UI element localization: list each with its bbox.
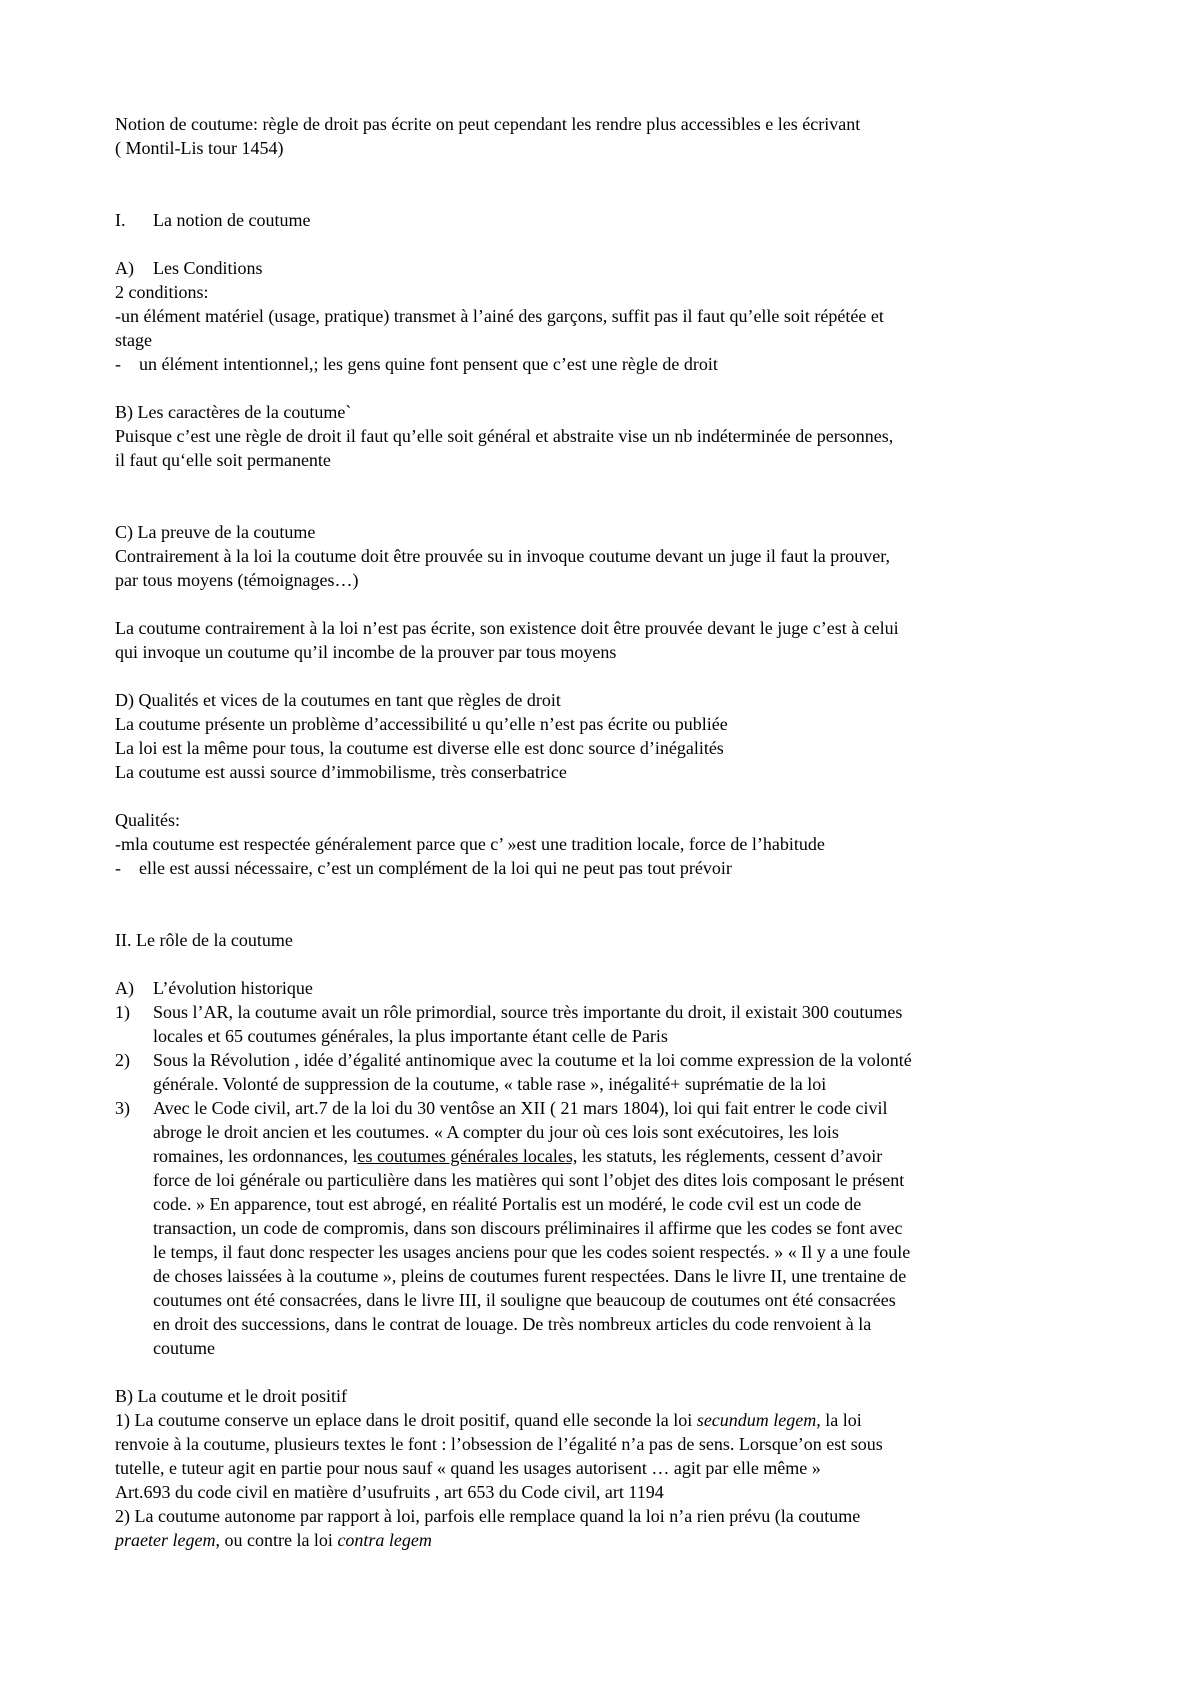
subheading-text: L’évolution historique [153, 978, 313, 998]
item-line: abroge le droit ancien et les coutumes. « A compter du jour où ces lois sont exécutoires, les lois [153, 1122, 839, 1142]
text-line: -mla coutume est respectée généralement parce que c’ »est une tradition locale, force de l’habitude [115, 834, 825, 854]
item-line: coutume [153, 1338, 215, 1358]
numbered-item [115, 1000, 1095, 1048]
item-line: code. » En apparence, tout est abrogé, en réalité Portalis est un modéré, le code cvil est un code de [153, 1194, 862, 1214]
italic-term: secundum legem, [696, 1410, 821, 1430]
subheading-b: B) Les caractères de la coutume` [115, 402, 352, 422]
subheading-number: A) [115, 258, 134, 278]
item-line [153, 1144, 1095, 1168]
underlined-text: es coutumes générales locales, [357, 1146, 578, 1166]
text-line [115, 1528, 1095, 1552]
text-line: Puisque c’est une règle de droit il faut qu’elle soit général et abstraite vise un nb indéterminée de personnes, [115, 426, 894, 446]
bullet-item [115, 856, 1095, 880]
subheading-a [115, 976, 1095, 1000]
text-line: Art.693 du code civil en matière d’usufruits , art 653 du Code civil, art 1194 [115, 1482, 664, 1502]
bullet-item [115, 352, 1095, 376]
text-line: La coutume contrairement à la loi n’est pas écrite, son existence doit être prouvée devant le juge c’est à celui [115, 618, 899, 638]
text-segment: romaines, les ordonnances, l [153, 1146, 358, 1166]
dash-bullet: - [115, 858, 121, 878]
text-line: La coutume présente un problème d’accessibilité u qu’elle n’est pas écrite ou publiée [115, 714, 728, 734]
item-line: locales et 65 coutumes générales, la plus importante étant celle de Paris [153, 1026, 668, 1046]
text-segment: les statuts, les réglements, cessent d’avoir [577, 1146, 883, 1166]
item-line: en droit des successions, dans le contrat de louage. De très nombreux articles du code renvoient à la [153, 1314, 872, 1334]
item-number: 2) [115, 1050, 130, 1070]
text-segment: la loi [820, 1410, 862, 1430]
text-line: La loi est la même pour tous, la coutume est diverse elle est donc source d’inégalités [115, 738, 724, 758]
text-line: tutelle, e tuteur agit en partie pour nous sauf « quand les usages autorisent … agit par elle même » [115, 1458, 821, 1478]
text-line: 2) La coutume autonome par rapport à loi, parfois elle remplace quand la loi n’a rien prévu (la coutume [115, 1506, 861, 1526]
text-line: Contrairement à la loi la coutume doit être prouvée su in invoque coutume devant un juge il faut la prouver, [115, 546, 891, 566]
item-line: force de loi générale ou particulière dans les matières qui sont l’objet des dites lois composant le présent [153, 1170, 905, 1190]
item-line: coutumes ont été consacrées, dans le livre III, il souligne que beaucoup de coutumes ont été consacrées [153, 1290, 896, 1310]
subheading-number: A) [115, 978, 134, 998]
subheading-b: B) La coutume et le droit positif [115, 1386, 347, 1406]
text-line [115, 1408, 1095, 1432]
text-line: il faut qu‘elle soit permanente [115, 450, 331, 470]
italic-term: praeter legem [115, 1530, 216, 1550]
text-line: qui invoque un coutume qu’il incombe de la prouver par tous moyens [115, 642, 617, 662]
intro-line: Notion de coutume: règle de droit pas écrite on peut cependant les rendre plus accessibles e les écrivant [115, 114, 861, 134]
section1-title [115, 208, 1095, 232]
section2-title: II. Le rôle de la coutume [115, 930, 293, 950]
qualites-heading: Qualités: [115, 810, 180, 830]
item-line: de choses laissées à la coutume », pleins de coutumes furent respectées. Dans le livre II, une trentaine de [153, 1266, 907, 1286]
item-number: 3) [115, 1098, 130, 1118]
text-line: La coutume est aussi source d’immobilisme, très conserbatrice [115, 762, 567, 782]
text-line: stage [115, 330, 152, 350]
intro-line: ( Montil-Lis tour 1454) [115, 138, 284, 158]
text-segment: , ou contre la loi [215, 1530, 338, 1550]
text-line: -un élément matériel (usage, pratique) transmet à l’ainé des garçons, suffit pas il faut qu’elle soit répétée et [115, 306, 884, 326]
numbered-item [115, 1096, 1095, 1360]
section-title-text: La notion de coutume [153, 210, 311, 230]
item-line: Sous l’AR, la coutume avait un rôle primordial, source très importante du droit, il existait 300 coutumes [153, 1002, 903, 1022]
item-line: générale. Volonté de suppression de la coutume, « table rase », inégalité+ suprématie de la loi [153, 1074, 827, 1094]
text-line: 2 conditions: [115, 282, 209, 302]
section-number: I. [115, 210, 126, 230]
item-number: 1) [115, 1002, 130, 1022]
italic-term: contra legem [337, 1530, 432, 1550]
item-line: Sous la Révolution , idée d’égalité antinomique avec la coutume et la loi comme expression de la volonté [153, 1050, 912, 1070]
dash-bullet: - [115, 354, 121, 374]
text-line: renvoie à la coutume, plusieurs textes le font : l’obsession de l’égalité n’a pas de sens. Lorsque’on est sous [115, 1434, 883, 1454]
bullet-text: elle est aussi nécessaire, c’est un complément de la loi qui ne peut pas tout prévoir [139, 858, 732, 878]
subheading-d: D) Qualités et vices de la coutumes en tant que règles de droit [115, 690, 561, 710]
text-line: par tous moyens (témoignages…) [115, 570, 359, 590]
numbered-item [115, 1048, 1095, 1096]
subheading-a [115, 256, 1095, 280]
text-segment: 1) La coutume conserve un eplace dans le droit positif, quand elle seconde la loi [115, 1410, 697, 1430]
bullet-text: un élément intentionnel,; les gens quine font pensent que c’est une règle de droit [139, 354, 718, 374]
subheading-text: Les Conditions [153, 258, 263, 278]
item-line: Avec le Code civil, art.7 de la loi du 30 ventôse an XII ( 21 mars 1804), loi qui fait entrer le code civil [153, 1098, 888, 1118]
item-line: le temps, il faut donc respecter les usages anciens pour que les codes soient respectés. » « Il y a une foule [153, 1242, 911, 1262]
item-line: transaction, un code de compromis, dans son discours préliminaires il affirme que les codes se font avec [153, 1218, 903, 1238]
document-body [115, 112, 1095, 1552]
subheading-c: C) La preuve de la coutume [115, 522, 316, 542]
